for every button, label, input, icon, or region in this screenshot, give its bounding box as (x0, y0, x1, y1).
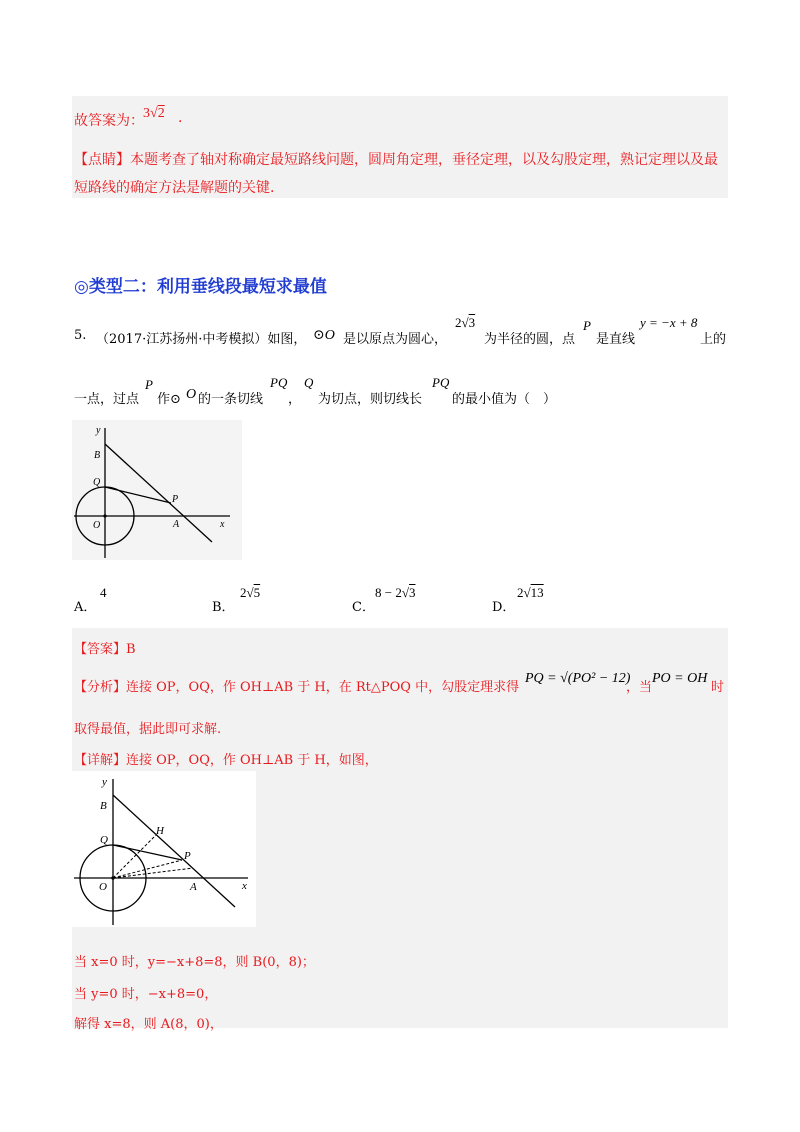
answer-prefix: 故答案为： (74, 113, 144, 129)
fig2-label-o: O (99, 881, 107, 893)
fig1-label-b: B (94, 450, 101, 461)
option-c-label: C． (352, 600, 375, 615)
question-line2-pq2: PQ (432, 375, 450, 390)
question-line2-pq: PQ (270, 375, 288, 390)
option-d-label: D． (492, 600, 516, 615)
solution-analysis-formula: PQ = √(PO² − 12) (525, 671, 631, 686)
fig2-label-b: B (100, 800, 107, 812)
fig2-label-a: A (190, 881, 197, 893)
fig2-label-h: H (156, 825, 164, 837)
line-equation: y = −x + 8 (640, 315, 698, 330)
question-line2-comma: ， (288, 392, 302, 407)
fig1-label-o: O (93, 520, 101, 531)
solution-analysis-formula2: PO = OH (652, 671, 708, 686)
answer-value: 3√2 (143, 106, 165, 121)
solution-analysis-b: ，当 (626, 680, 653, 695)
question-line2-p: P (145, 377, 153, 392)
question-number: 5. (74, 328, 87, 343)
comment-line-1: 【点睛】本题考查了轴对称确定最短路线问题，圆周角定理，垂径定理，以及勾股定理，熟记定理以及最 (74, 152, 718, 168)
solution-answer: 【答案】B (74, 642, 136, 657)
question-line2-d: 为切点，则切线长 (318, 392, 423, 407)
option-a-value: 4 (100, 585, 107, 600)
solution-analysis-c: 时 (711, 680, 725, 695)
fig2-label-q: Q (100, 834, 108, 846)
question-line2-o: O (186, 387, 197, 402)
option-b-label: B． (212, 600, 235, 615)
section-heading: ◎类型二：利用垂线段最短求最值 (74, 277, 327, 297)
fig1-label-q: Q (93, 477, 101, 488)
option-c-value: 8 − 2√3 (375, 585, 416, 600)
question-line2-e: 的最小值为（ ） (452, 392, 557, 407)
fig1-label-x: x (220, 519, 225, 530)
question-text-1: 是以原点为圆心， (343, 332, 448, 347)
question-line2-a: 一点，过点 (74, 392, 140, 407)
solution-step-1: 当 x=0 时，y=−x+8=8，则 B(0，8)； (74, 955, 315, 970)
radius-value: 2√3 (455, 315, 476, 330)
question-text-2: 为半径的圆，点 (484, 332, 576, 347)
question-text-4: 上的 (700, 332, 727, 347)
question-source: （2017·江苏扬州·中考模拟）如图， (96, 332, 307, 347)
comment-line-2: 短路线的确定方法是解题的关键. (74, 180, 275, 196)
fig2-label-p: P (184, 850, 191, 862)
figure-solution (72, 771, 256, 927)
circle-o: ⊙O (313, 328, 335, 343)
question-line2-c: 的一条切线 (198, 392, 264, 407)
fig2-label-x: x (242, 880, 247, 892)
point-p: P (583, 318, 591, 333)
question-text-3: 是直线 (596, 332, 636, 347)
fig2-label-y: y (102, 776, 107, 788)
solution-step-3: 解得 x=8，则 A(8，0)， (74, 1017, 223, 1032)
question-line2-q: Q (304, 375, 314, 390)
answer-end: . (178, 110, 183, 126)
solution-analysis-a: 【分析】连接 OP，OQ，作 OH⊥AB 于 H，在 Rt△POQ 中，勾股定理求得 (74, 680, 520, 695)
fig1-label-a: A (173, 519, 180, 530)
option-a-label: A． (74, 600, 97, 615)
figure-question (72, 420, 242, 560)
question-line2-b: 作⊙ (157, 392, 181, 407)
fig1-label-p: P (172, 494, 179, 505)
solution-detail: 【详解】连接 OP，OQ，作 OH⊥AB 于 H，如图， (74, 753, 378, 768)
option-b-value: 2√5 (240, 585, 261, 600)
solution-analysis-line2: 取得最值，据此即可求解. (74, 722, 222, 737)
solution-step-2: 当 y=0 时，−x+8=0， (74, 987, 218, 1002)
option-d-value: 2√13 (517, 585, 544, 600)
fig1-label-y: y (96, 425, 101, 436)
